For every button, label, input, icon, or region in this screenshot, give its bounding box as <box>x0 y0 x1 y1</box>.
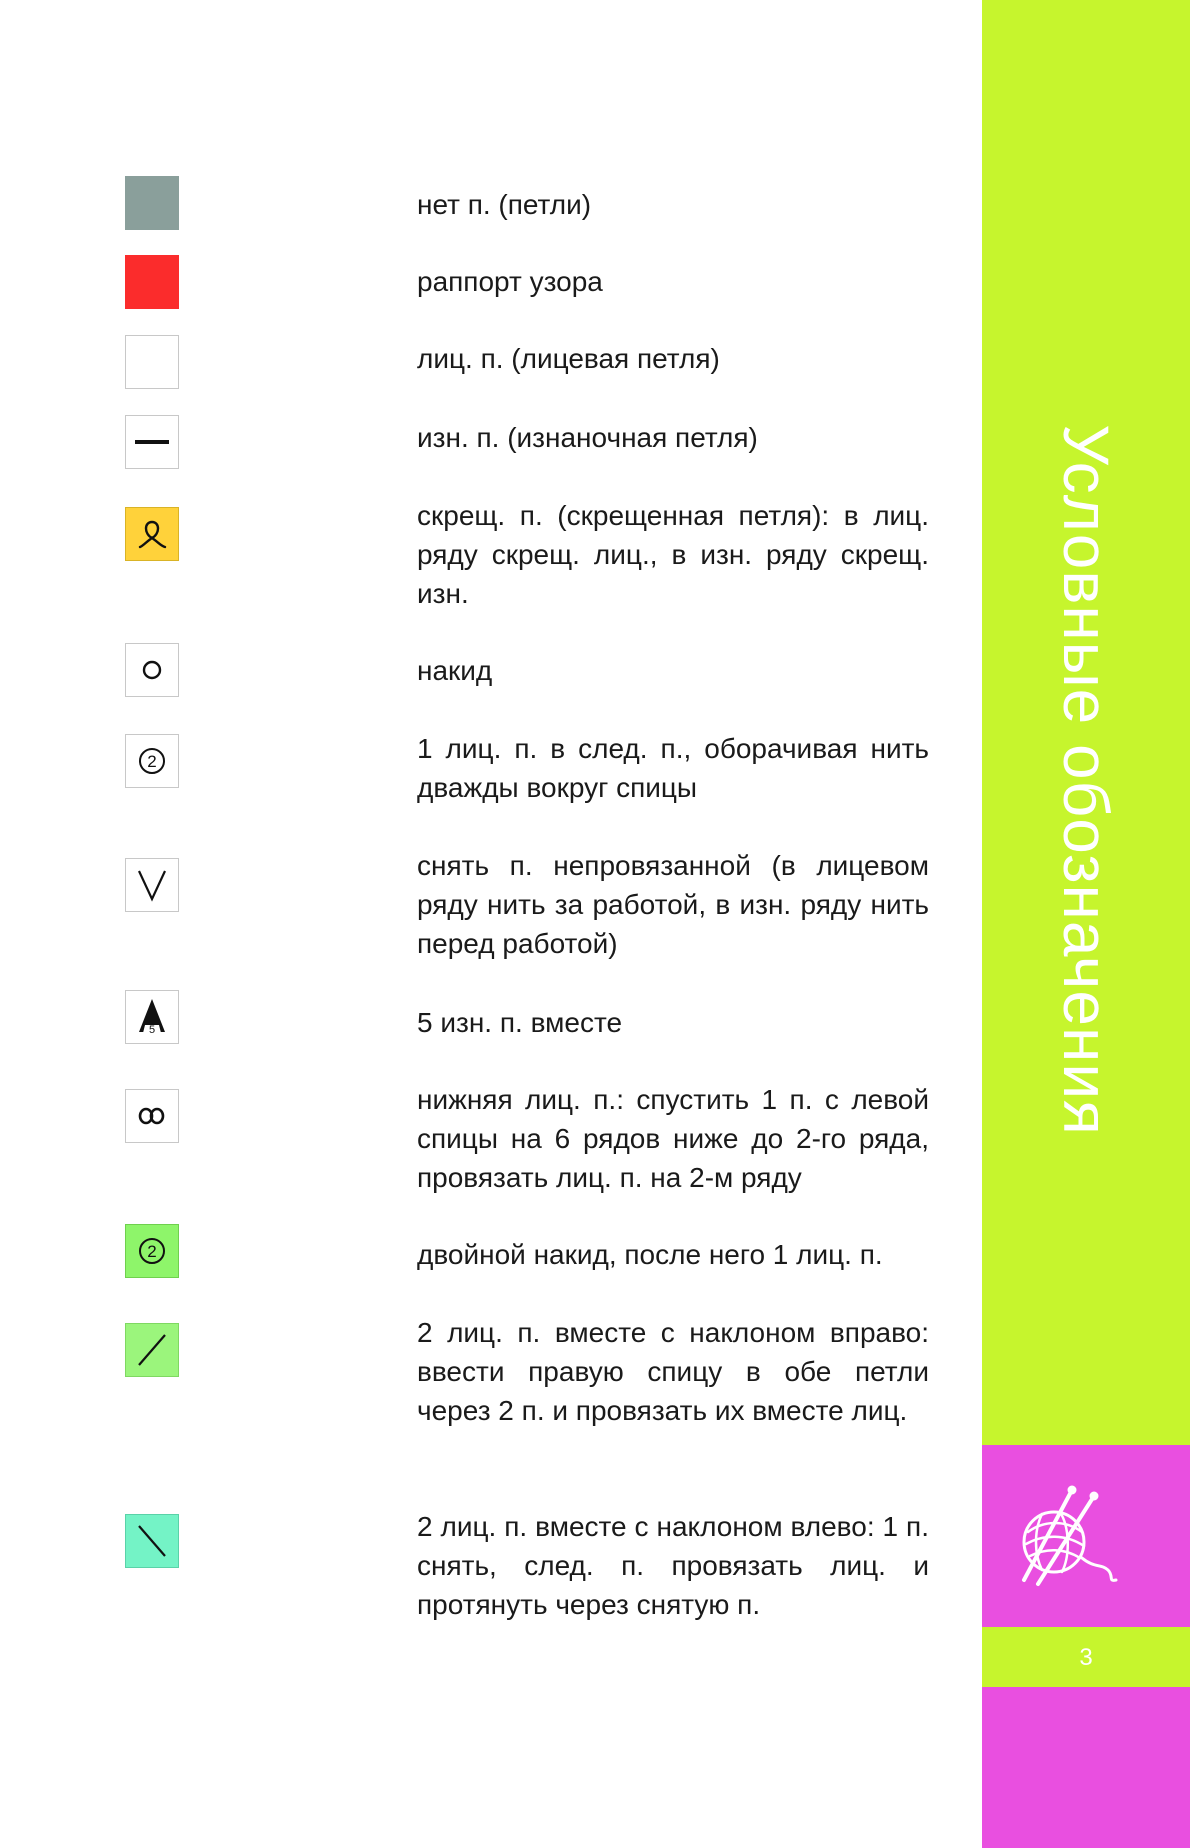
legend-text: скрещ. п. (скрещенная петля): в лиц. ряду скрещ. лиц., в изн. ряду скрещ. изн. <box>417 500 929 609</box>
triangle-five-label: 5 <box>148 1024 156 1036</box>
circled-two-green-icon <box>125 1224 179 1278</box>
double-loop-icon <box>125 1089 179 1143</box>
yarn-over-circle-icon <box>125 643 179 697</box>
legend-text: снять п. непровязанной (в лицевом ряду нить за работой, в изн. ряду нить перед работой) <box>417 850 929 959</box>
legend-text: 2 лиц. п. вместе с наклоном вправо: ввести правую спицу в обе петли через 2 п. и провязать их вместе лиц. <box>417 1317 929 1426</box>
legend-text: лиц. п. (лицевая петля) <box>417 343 720 374</box>
yarn-ball-needles-icon <box>1004 1480 1124 1600</box>
knit-stitch-icon <box>125 335 179 389</box>
legend-text: 1 лиц. п. в след. п., оборачивая нить дважды вокруг спицы <box>417 733 929 803</box>
legend-text: 2 лиц. п. вместе с наклоном влево: 1 п. снять, след. п. провязать лиц. и протянуть через снятую п. <box>417 1511 929 1620</box>
circled-number: 2 <box>139 748 165 774</box>
triangle-five-icon <box>125 990 179 1044</box>
page-number: 3 <box>1079 1644 1093 1671</box>
slash-right-icon <box>125 1323 179 1377</box>
sidebar-pink-footer <box>982 1687 1190 1848</box>
legend-text: двойной накид, после него 1 лиц. п. <box>417 1239 883 1270</box>
legend-text: изн. п. (изнаночная петля) <box>417 422 758 453</box>
sidebar <box>982 0 1190 1848</box>
crossed-loop-icon <box>125 507 179 561</box>
v-shape-icon <box>125 858 179 912</box>
circled-two-icon <box>125 734 179 788</box>
no-stitch-icon <box>125 176 179 230</box>
pattern-repeat-icon <box>125 255 179 309</box>
legend-text: накид <box>417 655 493 686</box>
sidebar-title: Условные обозначения <box>1050 424 1122 1136</box>
legend-text: 5 изн. п. вместе <box>417 1007 623 1038</box>
purl-dash-icon <box>125 415 179 469</box>
slash-left-icon <box>125 1514 179 1568</box>
legend-text: нет п. (петли) <box>417 189 592 220</box>
circled-number: 2 <box>139 1238 165 1264</box>
legend-text: нижняя лиц. п.: спустить 1 п. с левой спицы на 6 рядов ниже до 2-го ряда, провязать лиц. п. на 2-м ряду <box>417 1084 929 1193</box>
legend-text: раппорт узора <box>417 266 603 297</box>
